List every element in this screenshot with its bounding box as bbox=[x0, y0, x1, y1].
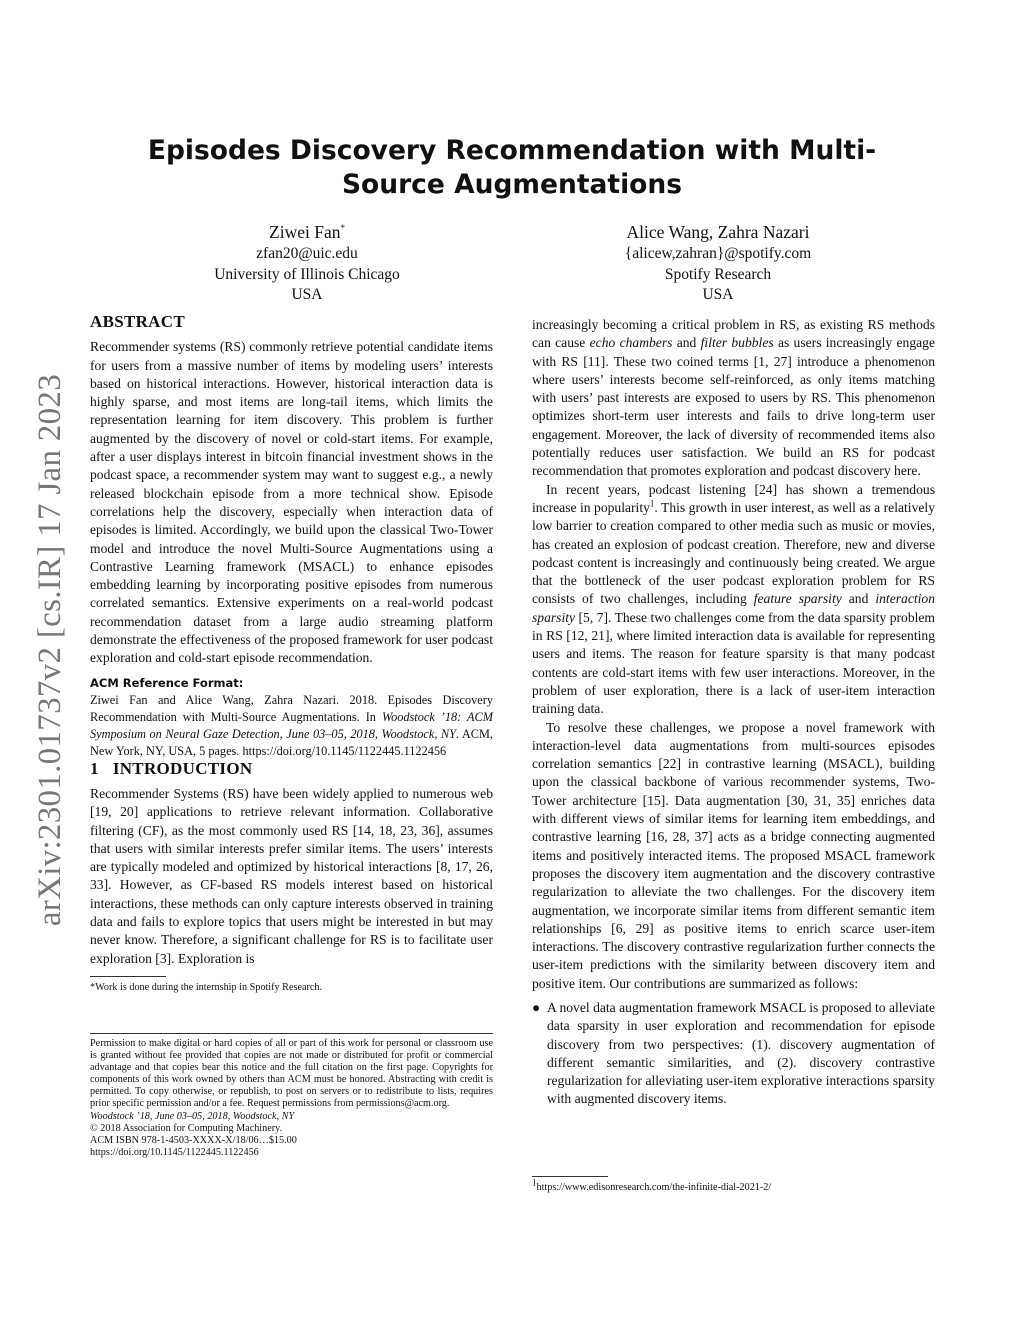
introduction-heading: 1 INTRODUCTION bbox=[90, 758, 253, 778]
list-item: ● A novel data augmentation framework MSACL is proposed to alleviate data sparsity in user exploration and recommendation for episode discovery from two perspectives: (1). discovery augmentation of different semantic similarities, and (2). discovery contrastive regularization for alleviating user-item explorative interactions sparsity with augmented discovery items. bbox=[532, 999, 935, 1107]
permission-doi: https://doi.org/10.1145/1122445.1122456 bbox=[90, 1146, 259, 1158]
footnote-url: $^1$https://www.edisonresearch.com/the-infinite-dial-2021-2/ bbox=[532, 1177, 772, 1193]
footnote-right bbox=[532, 1168, 935, 1194]
introduction-paragraph: Recommender Systems (RS) have been widely applied to numerous web [19, 20] applications to retrieve relevant information. Collaborative filtering (CF), as the most commonly used RS [14, 18, 23, 36], assumes that users with similar interests prefer similar items. The users’ interests are typically modeled and optimized by historical interactions [8, 17, 26, 33]. However, as CF-based RS models interest based on historical interactions, these methods can only capture interests observed in training data and fails to explore topics that users might be interested in but may never know. Therefore, a significant challenge for RS is to facilitate user exploration [3]. Exploration is bbox=[90, 785, 493, 966]
author-country: USA bbox=[702, 286, 734, 303]
acm-reference-text: Ziwei Fan and Alice Wang, Zahra Nazari. 2018. Episodes Discovery Recommendation with Multi-Source Augmentations. In Woodstock ’18: ACM Symposium on Neural Gaze Detection, June 03–05, 2018, Woodstock, NY. ACM, New York, NY, USA, 5 pages. https://doi.org/10.1145/1122445.1122456 bbox=[90, 692, 493, 758]
paper-title: Episodes Discovery Recommendation with Multi-Source Augmentations bbox=[147, 135, 877, 200]
author-email: {alicew,zahran}@spotify.com bbox=[624, 245, 812, 262]
author-block-1 bbox=[157, 220, 457, 306]
abstract-heading: ABSTRACT bbox=[90, 312, 185, 331]
permission-block bbox=[90, 1033, 493, 1159]
intro-paragraph-3: In recent years, podcast listening [24] has shown a tremendous increase in popularity$^1$. This growth in user interest, as well as a relatively low barrier to creation compared to other media such as music or movies, has created an explosion of podcast creation. Therefore, new and diverse podcast content is increasingly and continuously being created. We argue that the bottleneck of the user podcast exploration problem for RS consists of two challenges, including feature sparsity and interaction sparsity [5, 7]. These two challenges come from the data sparsity problem in RS [12, 21], where limited interaction data is available for representing users and items. The reason for feature sparsity is that many podcast contents are cold-start items with few user interactions. Moreover, in the problem of user exploration, there is a lack of user-item interaction training data. bbox=[532, 481, 936, 717]
permission-copyright: © 2018 Association for Computing Machinery. bbox=[90, 1122, 283, 1134]
intro-paragraph-4: To resolve these challenges, we propose a novel framework with interaction-level data augmentations from multi-sources episodes correlation semantics [22] in contrastive learning (MSACL), building upon the classical backbone of various recommender systems, Two-Tower architecture [15]. Data augmentation [30, 31, 35] enriches data with different views of similar items for learning item embeddings, and contrastive learning [16, 28, 37] acts as a bridge connecting augmented items and positively interacted items. The proposed MSACL framework proposes the discovery item augmentation and the discovery contrastive regularization to alleviate the two challenges. For the discovery item augmentation, we incorporate similar items from different semantic item relationships [6, 29] as positive items to enrich scarce user-item interactions. The discovery contrastive regularization further connects the user-item predictions with the similarity between discovery item and positive item. Our contributions are summarized as follows: bbox=[532, 719, 935, 991]
acm-reference-heading: ACM Reference Format: bbox=[90, 675, 244, 690]
intro-paragraph-2: increasingly becoming a critical problem in RS, as existing RS methods can cause echo chambers and filter bubbles as users increasingly engage with RS [11]. These two coined terms [1, 27] introduce a phenomenon where users’ interests become self-reinforced, as only items matching with users’ past interests are exposed to users by RS. This phenomenon optimizes short-term user interests and fails to drive long-term user engagement. Moreover, the lack of diversity of recommended items also potentially reduces user satisfaction. We build an RS for podcast recommendation that promotes exploration and podcast discovery here. bbox=[532, 317, 935, 479]
abstract-text: Recommender systems (RS) commonly retrieve potential candidate items for users from a massive number of items by modeling users’ interests based on historical interactions. However, historical interaction data is highly sparse, and most items are long-tail items, which limits the representation learning for item discovery. This problem is further augmented by the discovery of novel or cold-start items. For example, after a user displays interest in bitcoin financial investment shows in the podcast space, a recommender system may want to suggest e.g., a newly released blockchain episode from a more technical show. Episode correlations help the discovery, especially when interaction data of episodes is limited. Accordingly, we build upon the classical Two-Tower model and introduce the novel Multi-Source Augmentations using a Contrastive Learning framework (MSACL) to enhance episodes embedding learning by incorporating positive episodes from numerous correlated semantics. Extensive experiments on a real-world podcast recommendation dataset from a large audio streaming platform demonstrate the effectiveness of the proposed framework for user podcast exploration and cold-start episode recommendation. bbox=[90, 339, 493, 666]
footnote-divider bbox=[532, 1176, 608, 1177]
permission-venue: Woodstock ’18, June 03–05, 2018, Woodstock, NY bbox=[90, 1110, 295, 1122]
left-column bbox=[90, 313, 493, 994]
author-name: Ziwei Fan* bbox=[269, 222, 345, 242]
author-block-2 bbox=[568, 220, 868, 306]
author-email: zfan20@uic.edu bbox=[256, 245, 358, 262]
permission-isbn: ACM ISBN 978-1-4503-XXXX-X/18/06…$15.00 bbox=[90, 1134, 297, 1146]
author-affiliation: Spotify Research bbox=[664, 265, 772, 283]
arxiv-identifier-text: arXiv:2301.01737v2 [cs.IR] 17 Jan 2023 bbox=[31, 373, 68, 927]
arxiv-identifier bbox=[28, 355, 72, 945]
author-affiliation: University of Illinois Chicago bbox=[214, 265, 400, 283]
author-country: USA bbox=[291, 286, 323, 303]
author-name: Alice Wang, Zahra Nazari bbox=[626, 222, 810, 242]
right-column bbox=[532, 316, 935, 1109]
footnote-divider bbox=[90, 976, 166, 977]
permission-text: Permission to make digital or hard copies of all or part of this work for personal or classroom use is granted without fee provided that copies are not made or distributed for profit or commercial advantage and that copies bear this notice and the full citation on the first page. Copyrights for components of this work owned by others than ACM must be honored. Abstracting with credit is permitted. To copy otherwise, or republish, to post on servers or to redistribute to lists, requires prior specific permission and/or a fee. Request permissions from permissions@acm.org. bbox=[90, 1038, 493, 1110]
footnote-work-note: *Work is done during the internship in Spotify Research. bbox=[90, 981, 323, 993]
contributions-list bbox=[532, 999, 935, 1109]
bullet-icon: ● bbox=[532, 999, 541, 1015]
